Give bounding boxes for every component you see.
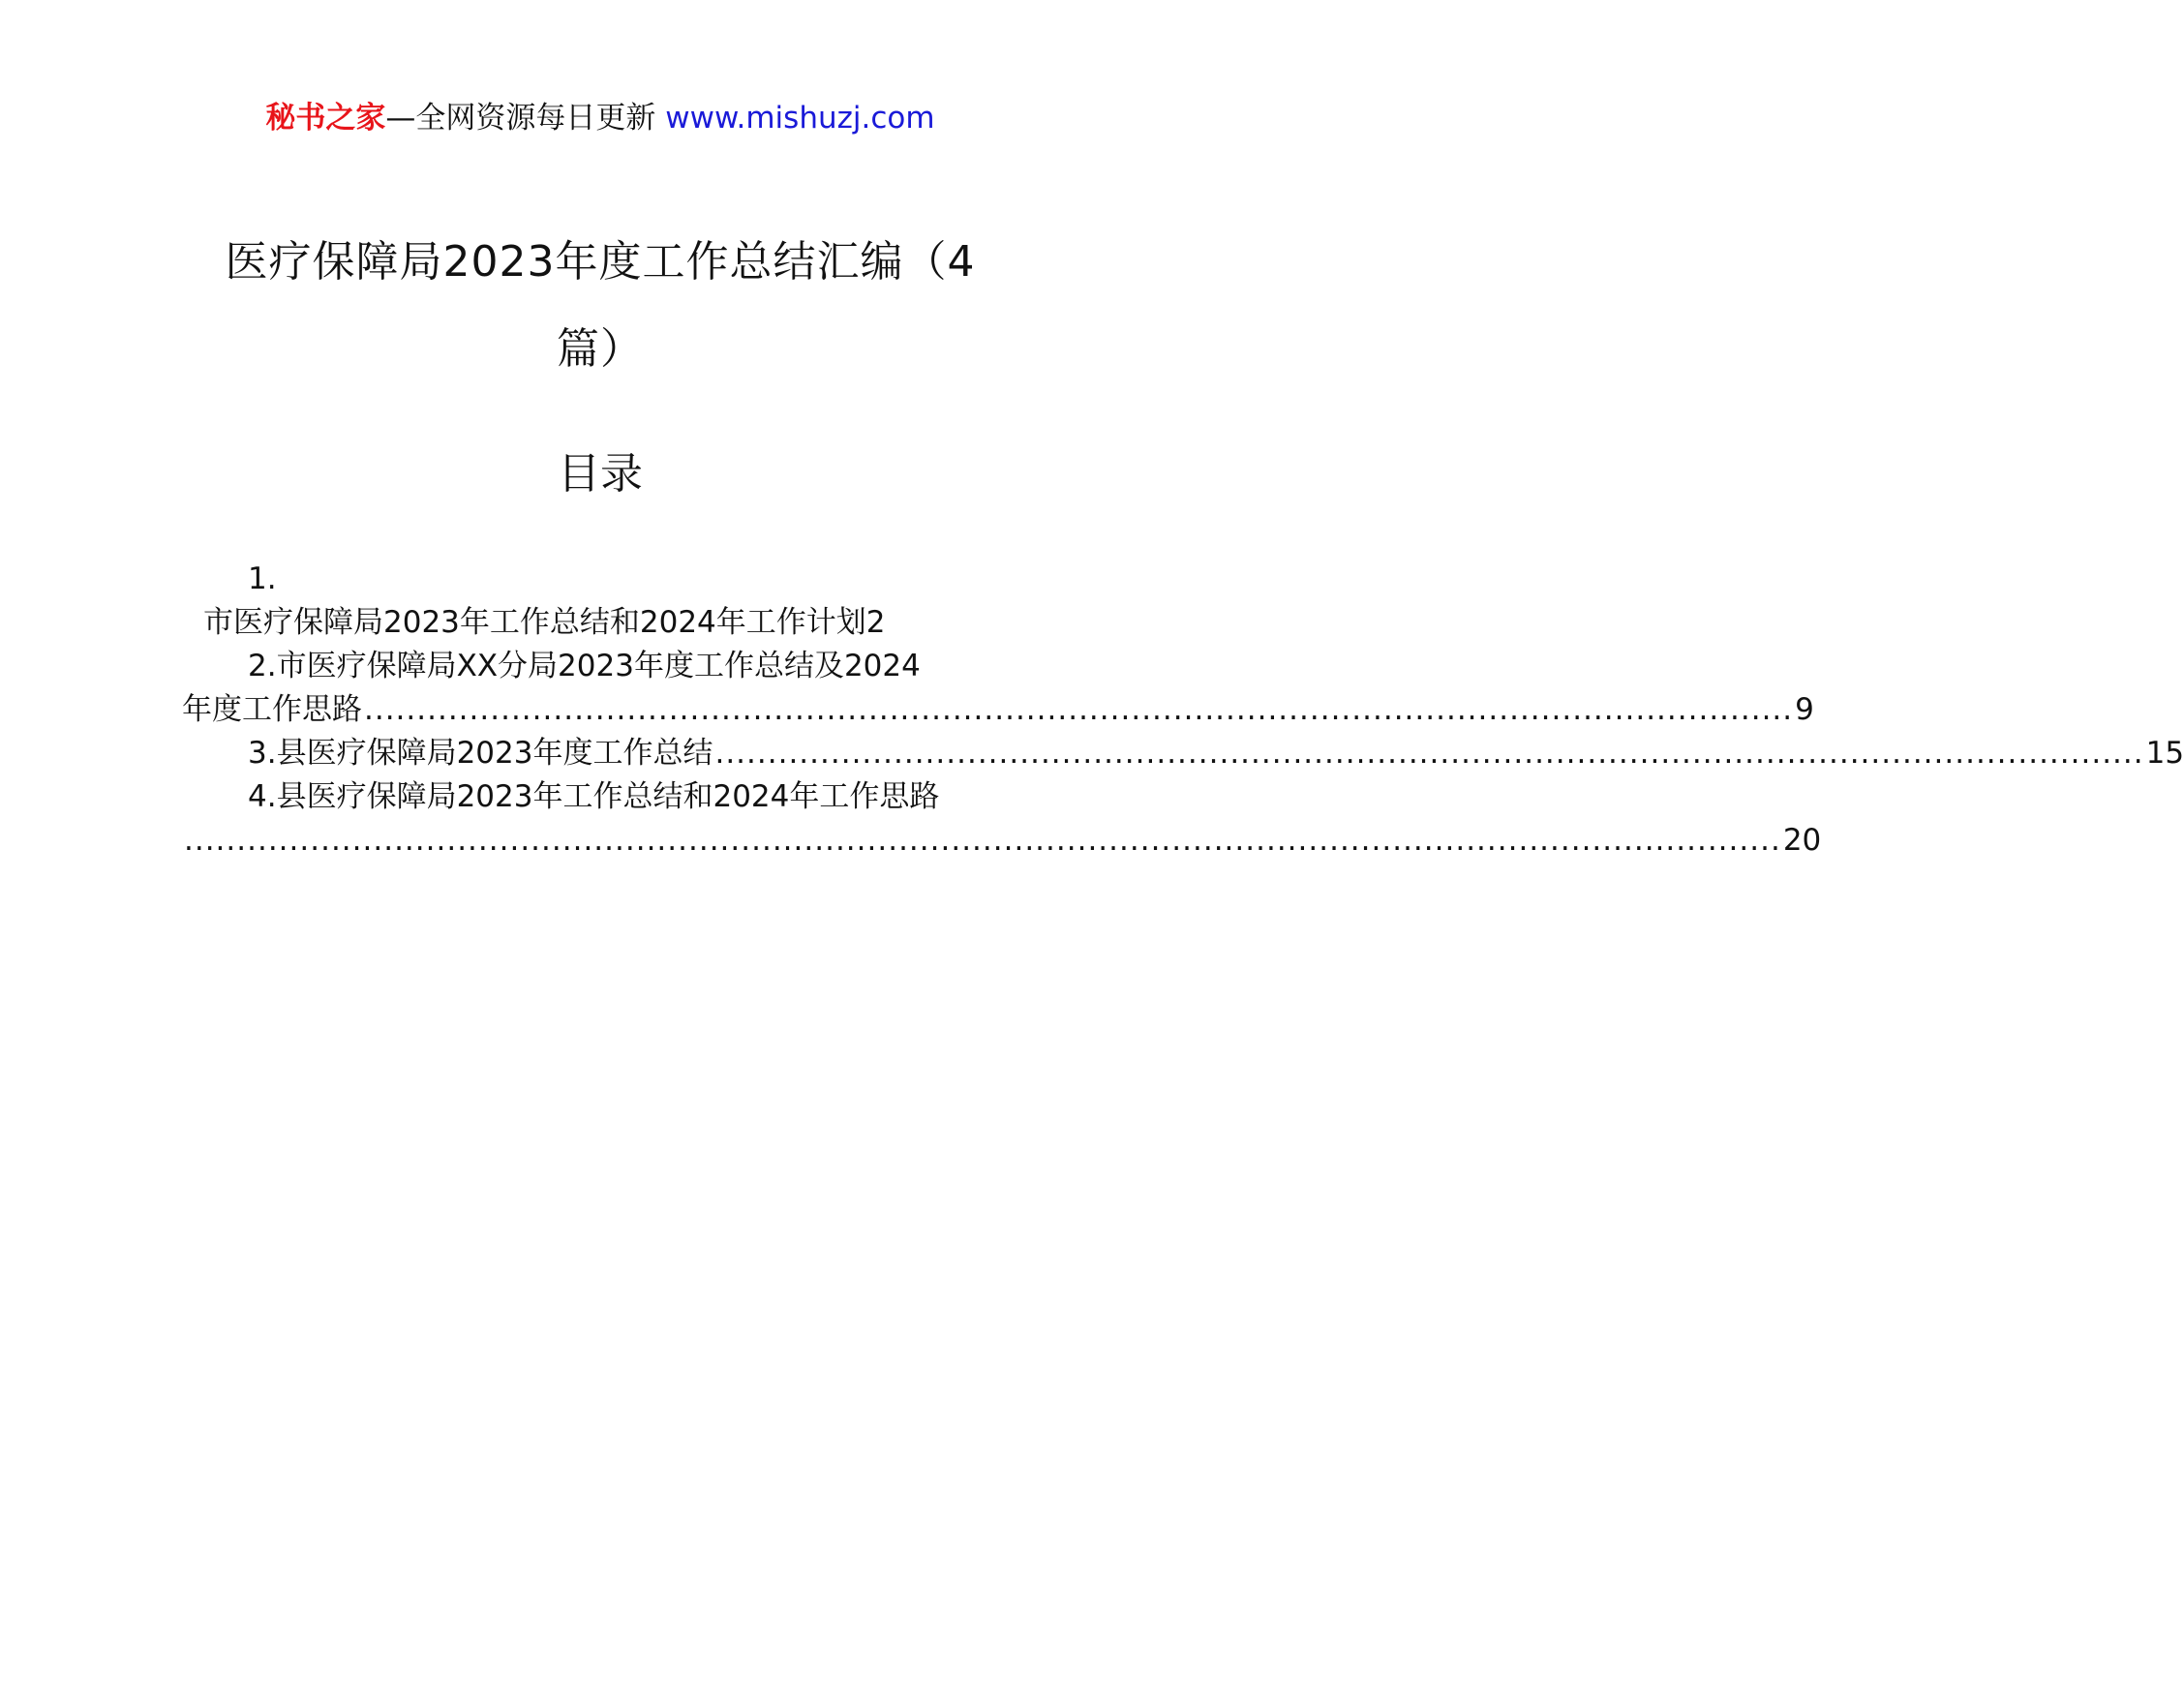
toc-entry-2-title-line-1: 2.市医疗保障局XX分局2023年度工作总结及2024 [248, 649, 921, 683]
toc-entry-4-line-2[interactable] [182, 819, 1822, 863]
toc-entry-4-title: 4.县医疗保障局2023年工作总结和2024年工作思路 [248, 779, 940, 814]
toc-entry-1-number: 1. [248, 561, 277, 596]
toc-entry-2-line-1[interactable] [182, 645, 1018, 688]
toc-entry-1-number-row[interactable] [182, 558, 1018, 601]
toc-entry-3-page: 15 [2145, 736, 2184, 771]
toc-entry-1-page: 2 [865, 605, 886, 640]
brand-name: 秘书之家 [265, 101, 386, 136]
toc-leader-dots: ........................................................................................................................................ [364, 692, 1794, 727]
toc-entry-3-title: 3.县医疗保障局2023年度工作总结 [248, 736, 713, 771]
toc-entry-2-title-line-2: 年度工作思路 [182, 692, 362, 727]
toc-leader-dots: ........................................................................................................................................ [714, 736, 2144, 771]
toc-entry-3[interactable] [182, 732, 2184, 775]
document-title-line-2: 篇） [557, 324, 644, 374]
toc-entry-2-page: 9 [1795, 692, 1814, 727]
toc-entry-1[interactable] [182, 601, 1018, 645]
toc-heading: 目录 [558, 449, 643, 499]
toc-entry-4-page: 20 [1782, 823, 1822, 858]
site-url-link[interactable]: www.mishuzj.com [665, 101, 935, 136]
toc-entry-1-title: 市医疗保障局2023年工作总结和2024年工作计划 [203, 605, 866, 640]
header-tagline: —全网资源每日更新 [385, 101, 656, 136]
site-header [0, 97, 1200, 139]
toc-entry-4-line-1[interactable] [182, 775, 1018, 819]
document-title [0, 219, 1200, 393]
table-of-contents [182, 558, 2184, 863]
document-title-line-1: 医疗保障局2023年度工作总结汇编（4 [225, 237, 976, 287]
toc-leader-dots: ........................................................................................................................................................ [184, 823, 1781, 858]
toc-entry-2-line-2[interactable] [182, 688, 1814, 732]
